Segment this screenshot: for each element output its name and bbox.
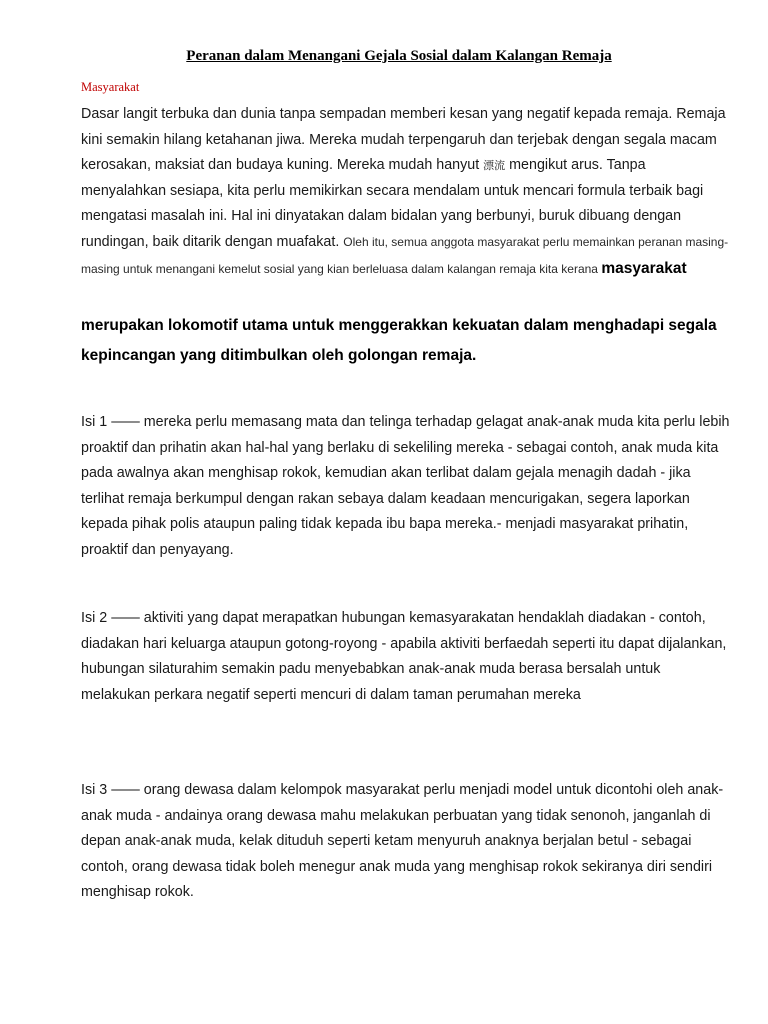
intro-cjk-text: 漂流 — [483, 159, 506, 173]
intro-bold-statement: merupakan lokomotif utama untuk menggerakkan kekuatan dalam menghadapi segala kepincangan yang ditimbulkan oleh golongan remaja. — [81, 317, 717, 364]
intro-text-part2: mengikut arus. Tanpa menyalahkan sesiapa, kita perlu memikirkan secara mendalam untuk mencari formula terbaik bagi mengatasi masalah ini. Hal ini dinyatakan dalam bidalan yang berbunyi, buruk dibuang dengan rundingan, baik ditarik dengan muafakat. — [81, 157, 704, 250]
intro-bold-inline: masyarakat — [601, 259, 687, 277]
isi-2-paragraph: Isi 2 —— aktiviti yang dapat merapatkan hubungan kemasyarakatan hendaklah diadakan - contoh, diadakan hari keluarga ataupun gotong-royong - apabila aktiviti berfaedah seperti itu dapat dijalankan, hubungan silaturahim semakin padu menyebabkan anak-anak muda berasa bersalah untuk melakukan perkara negatif seperti mencuri di dalam taman perumahan mereka — [81, 610, 727, 703]
section-label-masyarakat: Masyarakat — [81, 80, 140, 94]
document-title: Peranan dalam Menangani Gejala Sosial dalam Kalangan Remaja — [186, 48, 612, 64]
intro-text-part1: Dasar langit terbuka dan dunia tanpa sempadan memberi kesan yang negatif kepada remaja. Remaja kini semakin hilang ketahanan jiwa. Mereka mudah terpengaruh dan terjebak dengan segala macam kerosakan, maksiat dan budaya kuning. Mereka mudah hanyut — [81, 106, 726, 174]
isi-1-paragraph: Isi 1 —— mereka perlu memasang mata dan telinga terhadap gelagat anak-anak muda kita perlu lebih proaktif dan prihatin akan hal-hal yang berlaku di sekeliling mereka - sebagai contoh, anak muda kita pada awalnya akan menghisap rokok, kemudian akan terlibat dalam gejala menagih dadah - jika terlihat remaja berkumpul dengan rakan sebaya dalam keadaan mencurigakan, segera laporkan kepada pihak polis ataupun paling tidak kepada ibu bapa mereka.- menjadi masyarakat prihatin, proaktif dan penyayang. — [81, 414, 730, 558]
intro-paragraph — [81, 102, 731, 282]
intro-small-text: Oleh itu, semua anggota masyarakat perlu memainkan peranan masing-masing untuk menangani kemelut sosial yang kian berleluasa dalam kalangan remaja kita kerana — [81, 234, 729, 276]
isi-3-paragraph: Isi 3 —— orang dewasa dalam kelompok masyarakat perlu menjadi model untuk dicontohi oleh anak-anak muda - andainya orang dewasa mahu melakukan perbuatan yang tidak senonoh, janganlah di depan anak-anak muda, kelak dituduh seperti ketam menyuruh anaknya berjalan betul - sebagai contoh, orang dewasa tidak boleh menegur anak muda yang menghisap rokok sekiranya diri sendiri menghisap rokok. — [81, 782, 724, 901]
